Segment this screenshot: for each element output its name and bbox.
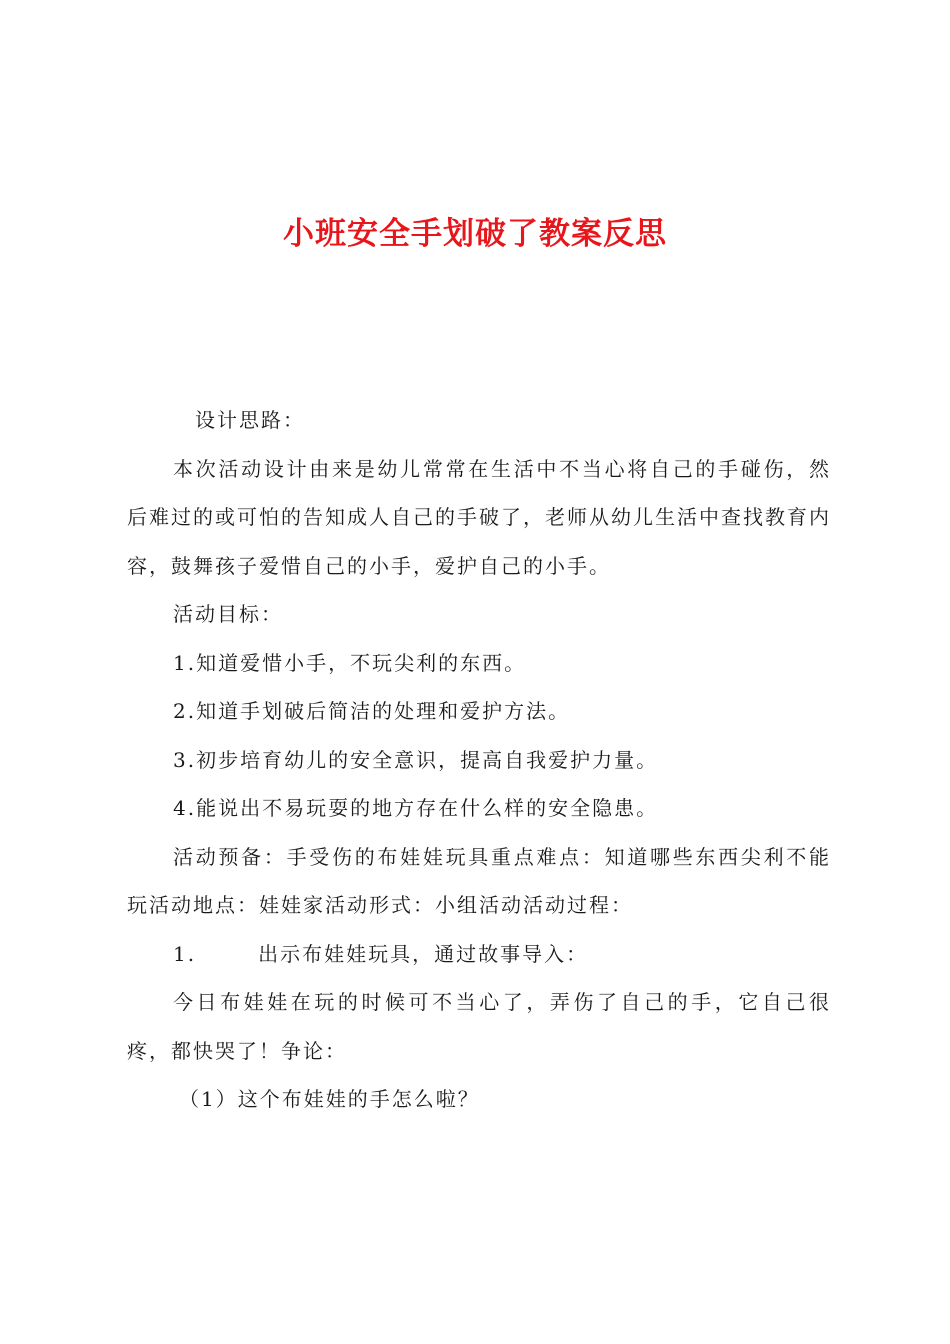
process-step-1 xyxy=(127,930,831,979)
document-body xyxy=(127,396,831,1124)
section-heading-goals: 活动目标： xyxy=(173,602,283,626)
goal-item-2: 2.知道手划破后简洁的处理和爱护方法。 xyxy=(173,699,571,723)
goal-item-1: 1.知道爱惜小手，不玩尖利的东西。 xyxy=(173,650,527,675)
step-number: 1. xyxy=(173,941,197,966)
section-heading-design: 设计思路： xyxy=(195,408,305,432)
goal-item-3: 3.初步培育幼儿的安全意识，提高自我爱护力量。 xyxy=(173,747,659,772)
discussion-question-1: （1）这个布娃娃的手怎么啦？ xyxy=(179,1087,480,1111)
document-title: 小班安全手划破了教案反思 xyxy=(283,216,667,252)
step-text: 出示布娃娃玩具，通过故事导入： xyxy=(258,941,589,966)
paragraph-preparation: 活动预备：手受伤的布娃娃玩具重点难点：知道哪些东西尖利不能玩活动地点：娃娃家活动形式：小组活动活动过程： xyxy=(127,844,831,917)
goal-item-4: 4.能说出不易玩耍的地方存在什么样的安全隐患。 xyxy=(173,796,659,820)
paragraph-design-rationale: 本次活动设计由来是幼儿常常在生活中不当心将自己的手碰伤，然后难过的或可怕的告知成人自己的手破了，老师从幼儿生活中查找教育内容，鼓舞孩子爱惜自己的小手，爱护自己的小手。 xyxy=(127,456,831,578)
paragraph-story-intro: 今日布娃娃在玩的时候可不当心了，弄伤了自己的手，它自己很疼，都快哭了！争论： xyxy=(127,990,831,1063)
